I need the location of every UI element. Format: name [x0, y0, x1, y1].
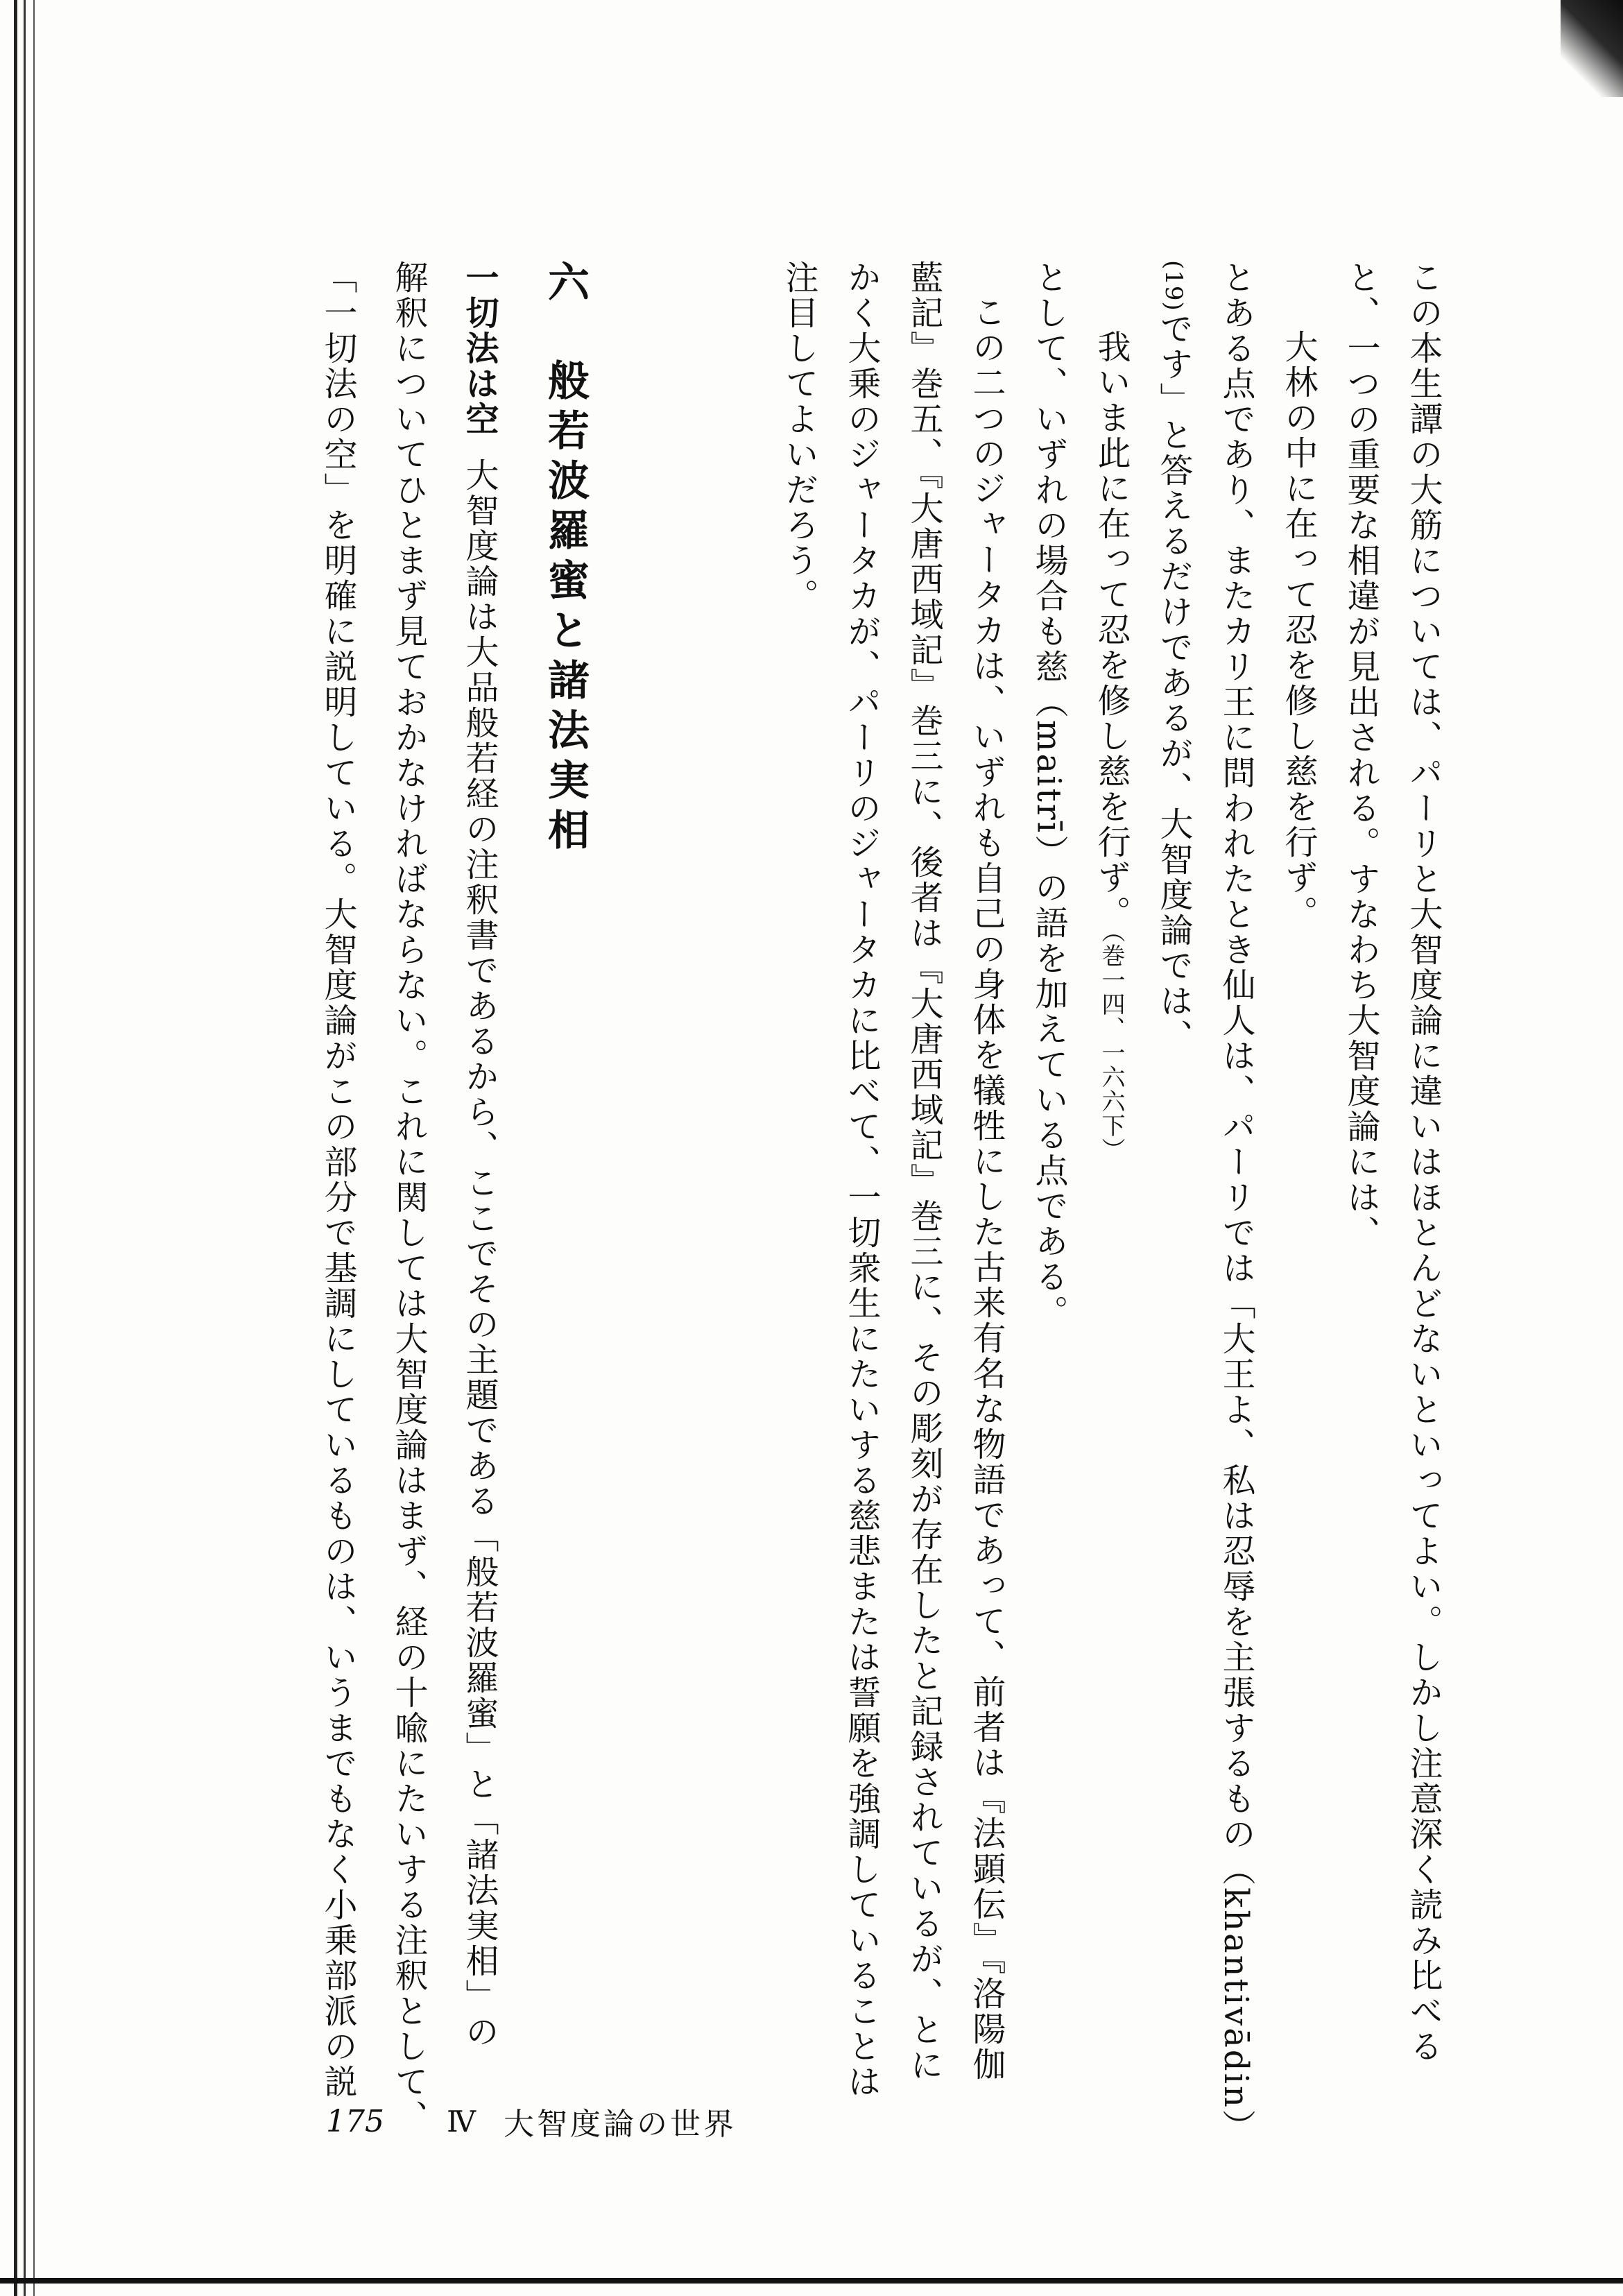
binding-shadow — [33, 0, 35, 2296]
paragraph-start: この二つのジャータカは、いずれも自己の身体を犠牲にした古来有名な物語であって、前者は『法顕伝』『洛陽伽 — [967, 295, 1006, 2082]
note-reference: (19) — [1160, 260, 1187, 311]
section-title: 般若波羅蜜と諸法実相 — [541, 359, 590, 858]
quotation-line — [1092, 260, 1131, 2091]
paragraph-start — [460, 260, 499, 2091]
body-text — [663, 260, 1443, 2145]
binding-shadow — [24, 0, 26, 2296]
runin-heading: 一切法は空 — [460, 260, 499, 437]
text-line: 解釈についてひとまず見ておかなければならない。これに関しては大智度論はまず、経の十喩にたいする注釈として、 — [389, 260, 428, 2135]
page-number: 175 — [326, 2103, 384, 2139]
citation: （巻一四、一六六下） — [1097, 931, 1125, 1162]
text-line: 注目してよいだろう。 — [780, 260, 818, 614]
text-line: と、一つの重要な相違が見出される。すなわち大智度論には、 — [1341, 260, 1380, 1251]
text-line: この本生譚の大筋については、パーリと大智度論に違いはほとんどないといってよい。しかし注意深く読み比べる — [1404, 260, 1443, 2064]
binding-shadow — [14, 0, 17, 2296]
text-line: 「一切法の空」を明確に説明している。大智度論がこの部分で基調にしているものは、いうまでもなく小乗部派の説 — [318, 260, 357, 2100]
scan-bottom-edge — [0, 2278, 1623, 2284]
text-line — [1154, 260, 1193, 2091]
text-line: とある点であり、またカリ王に問われたとき仙人は、パーリでは「大王よ、私は忍辱を主張するもの（khantivādin） — [1217, 260, 1255, 2145]
text-line: 藍記』巻五、『大唐西域記』巻三に、後者は『大唐西域記』巻三に、その彫刻が存在したと記録されているが、とに — [904, 260, 943, 2083]
running-title: 大智度論の世界 — [503, 2107, 737, 2142]
page-corner-shadow — [1561, 0, 1623, 97]
section-heading — [541, 260, 590, 2091]
quotation-line: 大林の中に在って忍を修し慈を行ず。 — [1279, 329, 1318, 931]
text-line-content: です」と答えるだけであるが、大智度論では、 — [1154, 311, 1193, 1054]
text-line-content: 大智度論は大品般若経の注釈書であるから、ここでその主題である「般若波羅蜜」と「諸法実相」の — [460, 458, 499, 2050]
quotation-text: 我いま此に在って忍を修し慈を行ず。 — [1092, 329, 1131, 931]
text-line: かく大乗のジャータカが、パーリのジャータカに比べて、一切衆生にたいする慈悲または誓願を強調していることは — [842, 260, 881, 2100]
section-number: 六 — [541, 260, 590, 310]
page-footer — [326, 2100, 737, 2142]
text-line: として、いずれの場合も慈（maitrī）の語を加えている点である。 — [1029, 260, 1068, 1330]
part-number: Ⅳ — [446, 2104, 476, 2139]
